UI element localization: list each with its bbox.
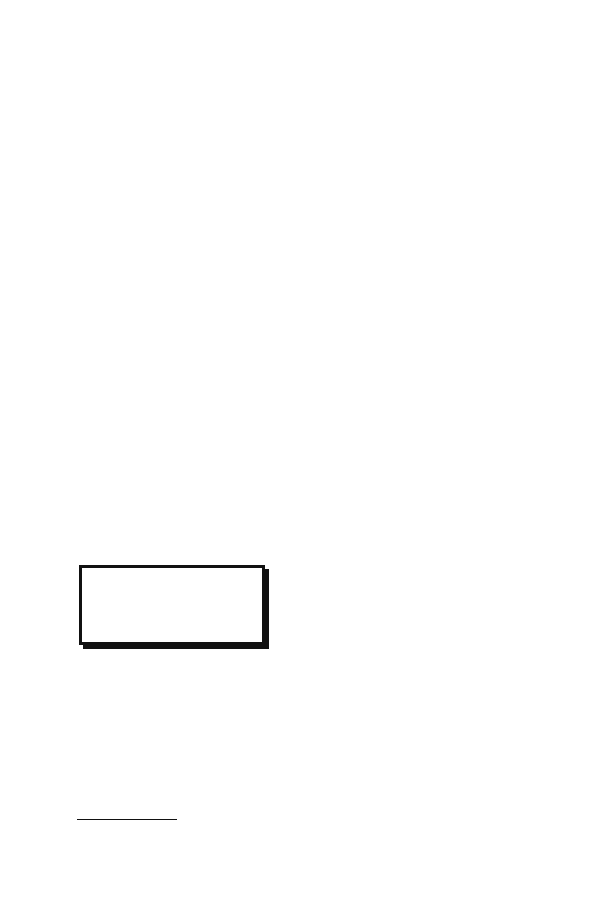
watermark (87, 60, 553, 641)
section-heading-box (79, 565, 265, 645)
footnote-divider (77, 819, 177, 820)
